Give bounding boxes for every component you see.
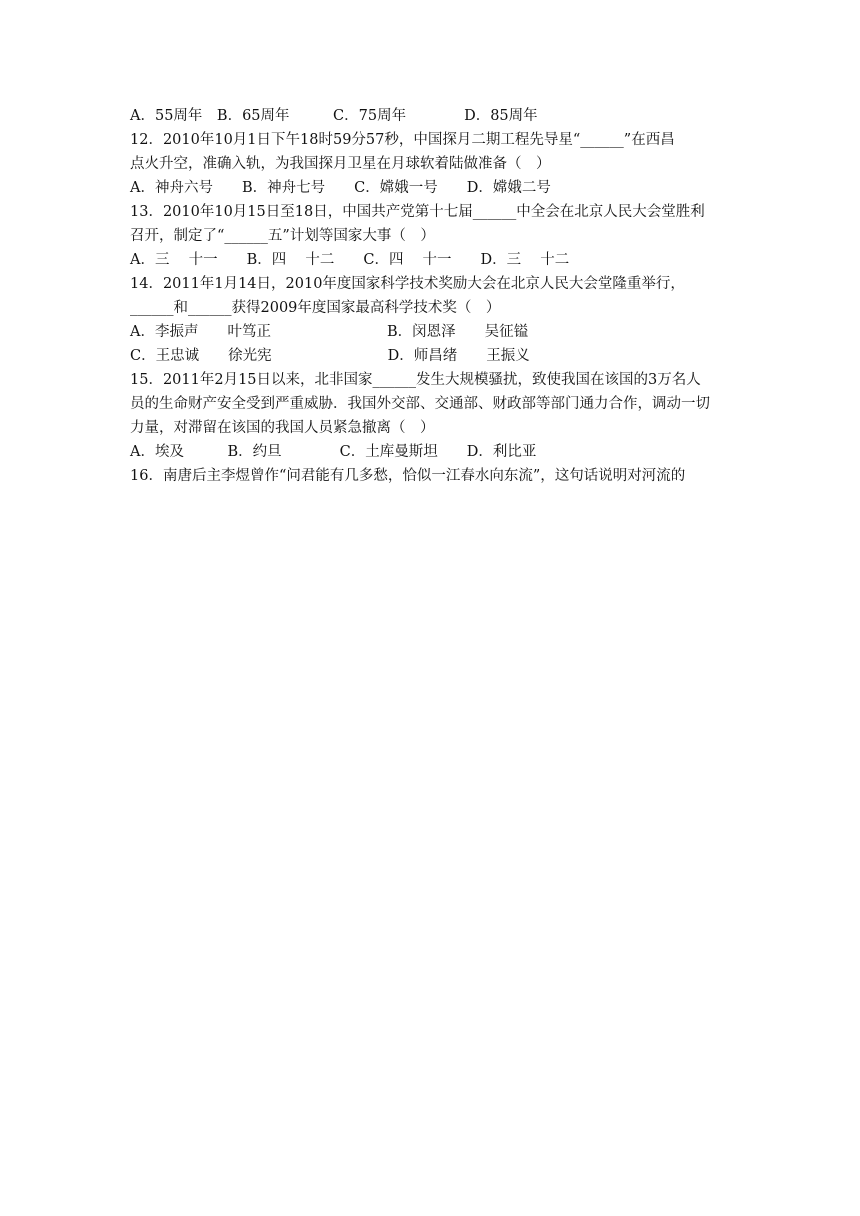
q15-stem-cont: 员的生命财产安全受到严重威胁．我国外交部、交通部、财政部等部门通力合作，调动一切 (130, 396, 710, 412)
q13-options: A．三 十一 B．四 十二 C．四 十一 D．三 十二 (130, 252, 570, 268)
q16-stem: 16．南唐后主李煜曾作“问君能有几多愁，恰似一江春水向东流”，这句话说明对河流的 (130, 468, 686, 484)
q13-stem: 13．2010年10月15日至18日，中国共产党第十七届______中全会在北京人民大会堂胜利 (130, 204, 705, 220)
q14-options-cd: C．王忠诚 徐光宪 D．师昌绪 王振义 (130, 348, 530, 364)
q12-stem-cont: 点火升空，准确入轨，为我国探月卫星在月球软着陆做准备（ ） (130, 156, 551, 172)
q14-stem: 14．2011年1月14日，2010年度国家科学技术奖励大会在北京人民大会堂隆重举行， (130, 276, 685, 292)
q12-stem: 12．2010年10月1日下午18时59分57秒，中国探月二期工程先导星“______”在西昌 (130, 132, 675, 148)
q15-stem: 15．2011年2月15日以来，北非国家______发生大规模骚扰，致使我国在该国的3万名人 (130, 372, 701, 388)
q12-options: A．神舟六号 B．神舟七号 C．嫦娥一号 D．嫦娥二号 (130, 180, 551, 196)
q11-options: A．55周年 B．65周年 C．75周年 D．85周年 (130, 108, 538, 124)
q15-stem-cont2: 力量，对滞留在该国的我国人员紧急撤离（ ） (130, 420, 435, 436)
q15-options: A．埃及 B．约旦 C．土库曼斯坦 D．利比亚 (130, 444, 537, 460)
q13-stem-cont: 召开，制定了“______五”计划等国家大事（ ） (130, 228, 435, 244)
q14-stem-cont: ______和______获得2009年度国家最高科学技术奖（ ） (130, 300, 501, 316)
q14-options-ab: A．李振声 叶笃正 B．闵恩泽 吴征镒 (130, 324, 529, 340)
